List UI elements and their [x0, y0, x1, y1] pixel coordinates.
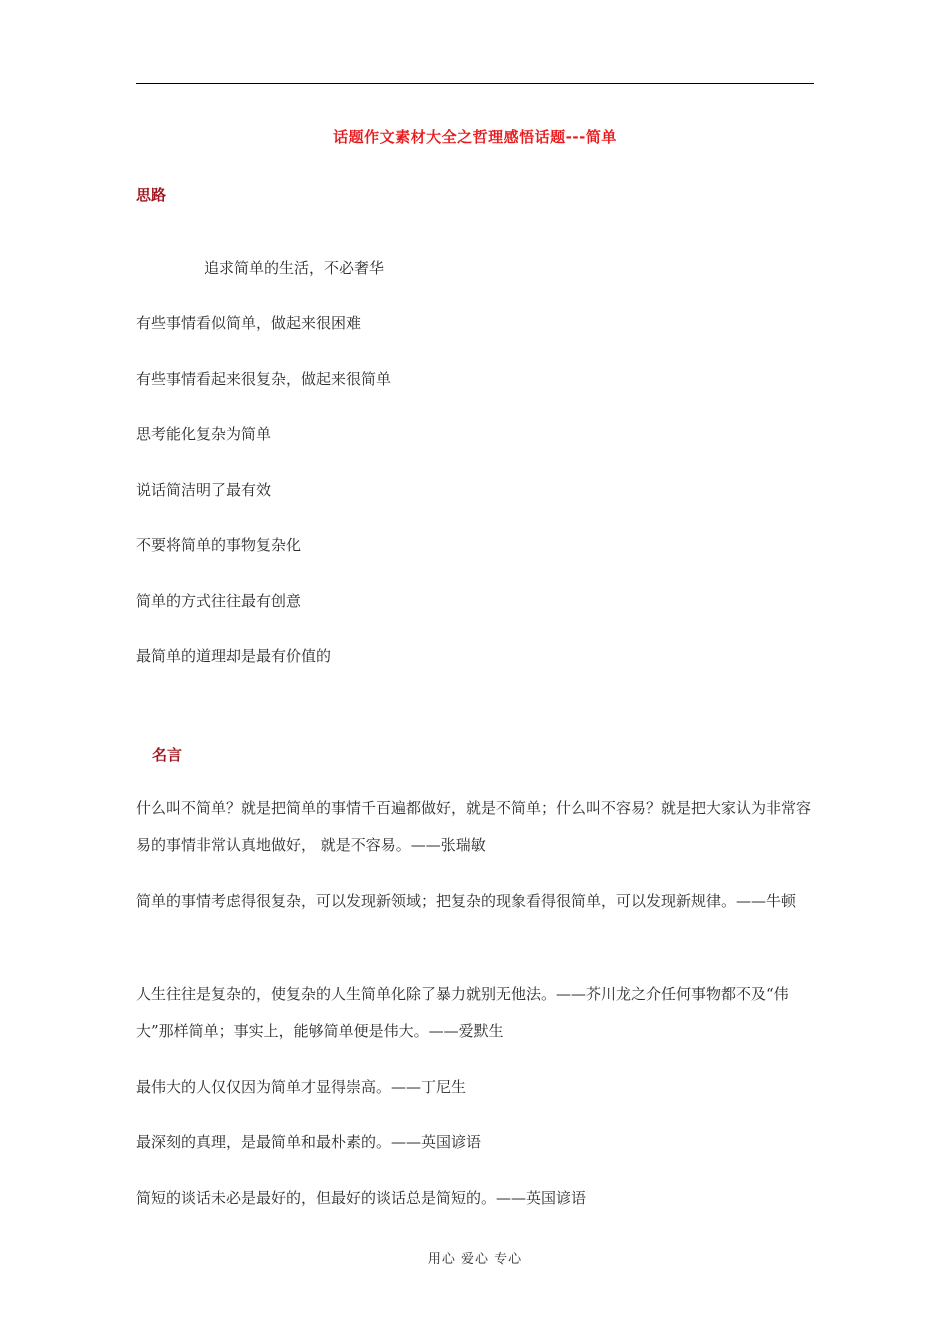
quote-item: 简短的谈话未必是最好的，但最好的谈话总是简短的。——英国谚语	[136, 1189, 587, 1207]
quote-item: 简单的事情考虑得很复杂，可以发现新领域；把复杂的现象看得很简单，可以发现新规律。——牛顿	[136, 892, 797, 910]
page-footer: 用心 爱心 专心	[427, 1252, 523, 1267]
quote-item: 最深刻的真理，是最简单和最朴素的。——英国谚语	[136, 1133, 482, 1151]
idea-line: 追求简单的生活，不必奢华	[204, 259, 385, 277]
section-heading-quotes: 名言	[152, 746, 183, 764]
quote-item: 人生往往是复杂的，使复杂的人生简单化除了暴力就别无他法。——芥川龙之介任何事物都不及“伟大”那样简单；事实上，能够简单便是伟大。——爱默生	[136, 985, 789, 1040]
idea-line: 思考能化复杂为简单	[136, 425, 272, 443]
idea-line: 有些事情看起来很复杂，做起来很简单	[136, 370, 392, 388]
idea-line: 最简单的道理却是最有价值的	[136, 647, 332, 665]
quote-item: 最伟大的人仅仅因为简单才显得崇高。——丁尼生	[136, 1078, 467, 1096]
idea-line: 不要将简单的事物复杂化	[136, 536, 302, 554]
quote-item: 什么叫不简单？就是把简单的事情千百遍都做好，就是不简单；什么叫不容易？就是把大家认为非常容易的事情非常认真地做好， 就是不容易。——张瑞敏	[136, 799, 812, 854]
idea-line: 简单的方式往往最有创意	[136, 592, 302, 610]
idea-line: 有些事情看似简单，做起来很困难	[136, 314, 362, 332]
header-rule	[136, 83, 814, 84]
idea-line: 说话简洁明了最有效	[136, 481, 272, 499]
document-title: 话题作文素材大全之哲理感悟话题---简单	[333, 128, 617, 146]
section-heading-ideas: 思路	[136, 186, 167, 204]
